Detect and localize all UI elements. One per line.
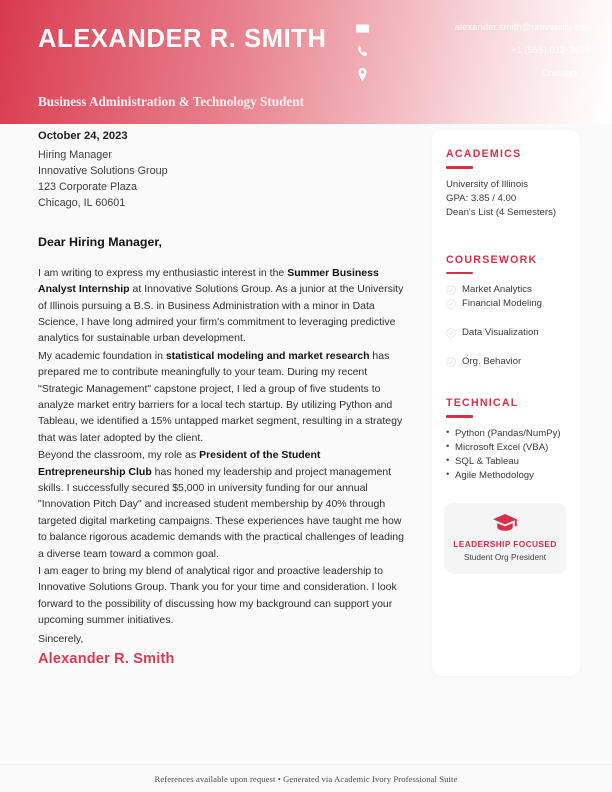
recipient-line: Hiring Manager	[38, 148, 112, 161]
sidebar-section-coursework	[446, 254, 566, 370]
letter-paragraph: I am writing to express my enthusiastic interest in the Summer Business Analyst Internship at Innovative Solutions Group. As a junior at the University of Illinois pursuing a B.S. in Business Administration with a minor in Data Science, I have long admired your firm's commitment to leveraging predictive analytics for sustainable urban development.	[38, 266, 404, 345]
coursework-item	[446, 283, 566, 297]
closing-line: Sincerely,	[38, 632, 84, 645]
check-circle-icon	[446, 285, 456, 295]
section-rule	[446, 272, 473, 275]
section-rule	[446, 415, 473, 418]
coursework-label: Market Analytics	[462, 284, 532, 296]
applicant-title: Business Administration & Technology Student	[38, 94, 305, 109]
letter-body	[38, 128, 404, 667]
coursework-list	[446, 283, 566, 369]
section-heading-technical: TECHNICAL	[446, 397, 519, 410]
coursework-label: Org. Behavior	[462, 356, 522, 368]
recipient-line: 123 Corporate Plaza	[38, 181, 138, 194]
sidebar-section-academics	[446, 148, 566, 220]
technical-item: • SQL & Tableau	[446, 455, 566, 469]
technical-item: • Python (Pandas/NumPy)	[446, 427, 566, 441]
sidebar-section-technical	[446, 397, 566, 483]
document-header	[0, 0, 612, 124]
location-pin-icon	[354, 66, 370, 82]
recipient-line: Innovative Solutions Group	[38, 164, 168, 177]
footer-text: References available upon request • Generated via Academic Ivory Professional Suite	[154, 773, 458, 784]
applicant-name: ALEXANDER R. SMITH	[38, 25, 327, 53]
letter-paragraph: My academic foundation in statistical modeling and market research has prepared me to contribute meaningfully to your team. During my recent "Strategic Management" capstone project, I led a group of five students to analyze market entry barriers for a local tech startup. By utilizing Python and Tableau, we identified a 15% untapped market segment, resulting in a strategy that was later adopted by the client.	[38, 349, 403, 444]
badge-subtitle: Student Org President	[463, 551, 547, 562]
technical-item: • Microsoft Excel (VBA)	[446, 441, 566, 455]
section-heading-academics: ACADEMICS	[446, 148, 522, 160]
recipient-line: Chicago, IL 60601	[38, 197, 126, 210]
coursework-label: Data Visualization	[462, 327, 539, 339]
contact-phone[interactable]: +1 (555) 012-3456	[510, 45, 590, 56]
academics-line: GPA: 3.85 / 4.00	[446, 192, 517, 204]
contact-row-location	[354, 65, 594, 85]
section-heading-coursework: COURSEWORK	[446, 253, 538, 266]
salutation: Dear Hiring Manager,	[38, 234, 162, 249]
coursework-item	[446, 326, 566, 340]
letter-paragraphs	[38, 265, 404, 629]
letter-paragraph: Beyond the classroom, my role as President of the Student Entrepreneurship Club has honed my leadership and project management skills. I successfully secured $5,000 in university funding for our annual "Innovation Pitch Day" and increased student membership by 40% through targeted digital marketing campaigns. These experiences have taught me how to balance rigorous academic demands with the practical challenges of leading a diverse team toward a common goal.	[38, 449, 404, 560]
technical-list	[446, 427, 566, 483]
envelope-icon	[354, 20, 370, 36]
contact-block	[354, 19, 594, 85]
technical-item: • Agile Methodology	[446, 469, 566, 483]
academics-line: Dean's List (4 Semesters)	[446, 206, 557, 218]
coursework-item	[446, 355, 566, 369]
check-circle-icon	[446, 299, 456, 309]
graduation-cap-icon	[450, 513, 560, 535]
coursework-label: Financial Modeling	[462, 298, 542, 310]
signature: Alexander R. Smith	[38, 651, 175, 668]
contact-row-phone	[354, 42, 594, 65]
contact-row-email	[354, 19, 594, 42]
document-footer	[0, 764, 612, 792]
leadership-badge-card	[444, 503, 566, 574]
sidebar-panel	[432, 130, 580, 676]
check-circle-icon	[446, 357, 456, 367]
phone-icon	[354, 43, 370, 59]
section-rule	[446, 166, 473, 169]
coursework-item	[446, 297, 566, 311]
academics-line: University of Illinois	[446, 178, 529, 190]
badge-title: LEADERSHIP FOCUSED	[453, 538, 557, 549]
contact-location: Chicago, IL	[541, 68, 590, 79]
recipient-address	[38, 147, 404, 212]
letter-paragraph: I am eager to bring my blend of analytical rigor and proactive leadership to Innovative Solutions Group. Thank you for your time and consideration. I look forward to the possibility of discussing how my background can support your upcoming summer initiatives.	[38, 565, 397, 627]
check-circle-icon	[446, 328, 456, 338]
letter-date: October 24, 2023	[38, 130, 128, 142]
contact-email[interactable]: alexander.smith@university.edu	[454, 22, 590, 33]
